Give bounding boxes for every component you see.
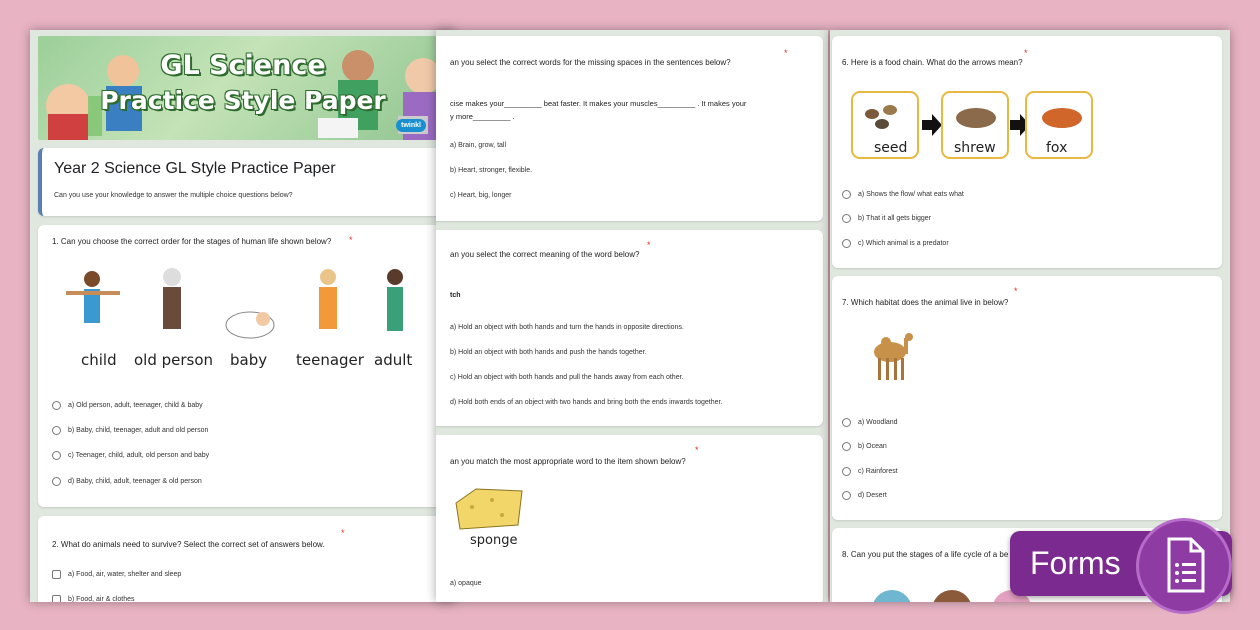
question-card-2 — [38, 516, 447, 602]
option-label: d) Desert — [858, 492, 887, 499]
question-text: an you select the correct words for the missing spaces in the sentences below? — [450, 58, 731, 67]
vocabulary-word: tch — [450, 292, 461, 299]
answer-option[interactable] — [52, 426, 208, 435]
option-label: c) Which animal is a predator — [858, 240, 949, 247]
question-text: 2. What do animals need to survive? Select the correct set of answers below. — [52, 540, 325, 549]
human-life-stages-image — [38, 265, 447, 365]
question-card-6 — [832, 36, 1222, 268]
option-label: a) Brain, grow, tall — [450, 142, 507, 149]
checkbox[interactable] — [52, 595, 61, 602]
answer-option[interactable] — [842, 239, 949, 248]
question-card-5 — [436, 435, 823, 602]
option-label: c) Teenager, child, adult, old person and baby — [68, 452, 210, 459]
answer-option[interactable] — [842, 190, 964, 199]
checkbox[interactable] — [52, 570, 61, 579]
food-chain-label: shrew — [954, 140, 996, 156]
option-label: c) Heart, big, longer — [450, 192, 512, 199]
life-stage-label: adult — [374, 351, 413, 369]
option-label: b) Food, air & clothes — [68, 596, 135, 602]
question-text: an you match the most appropriate word to the item shown below? — [450, 457, 686, 466]
camel-image — [860, 328, 920, 388]
form-page-middle — [436, 30, 828, 602]
question-card-1 — [38, 225, 447, 507]
option-label: a) Old person, adult, teenager, child & baby — [68, 402, 203, 409]
option-label: b) Hold an object with both hands and push the hands together. — [450, 349, 647, 356]
form-page-left — [30, 30, 455, 602]
option-label: a) opaque — [450, 580, 482, 587]
food-chain-label: seed — [874, 140, 908, 156]
answer-option[interactable] — [842, 491, 887, 500]
required-asterisk: * — [647, 240, 651, 250]
forms-label: Forms — [1030, 545, 1121, 581]
question-card-7 — [832, 276, 1222, 520]
life-stage-label: baby — [230, 351, 268, 369]
answer-option[interactable] — [450, 399, 722, 406]
radio-button[interactable] — [842, 190, 851, 199]
radio-button[interactable] — [842, 418, 851, 427]
item-label: sponge — [470, 533, 518, 548]
option-label: b) Ocean — [858, 443, 887, 450]
banner-title-line1: GL Science — [160, 50, 326, 81]
answer-option[interactable] — [450, 374, 683, 381]
option-label: b) Heart, stronger, flexible. — [450, 167, 533, 174]
question-card-3 — [436, 36, 823, 221]
sponge-image — [452, 485, 532, 535]
answer-option[interactable] — [450, 580, 482, 587]
option-label: d) Hold both ends of an object with two hands and bring both the ends inwards together. — [450, 399, 723, 406]
forms-icon — [1136, 518, 1232, 614]
required-asterisk: * — [695, 445, 699, 455]
required-asterisk: * — [1014, 286, 1018, 296]
answer-option[interactable] — [52, 477, 202, 486]
form-page-right — [830, 30, 1230, 602]
radio-button[interactable] — [52, 401, 61, 410]
question-text: an you select the correct meaning of the word below? — [450, 250, 640, 259]
question-text: 1. Can you choose the correct order for the stages of human life shown below? — [52, 237, 332, 246]
life-stage-label: child — [81, 351, 117, 369]
question-card-4 — [436, 230, 823, 426]
form-title: Year 2 Science GL Style Practice Paper — [54, 160, 336, 177]
answer-option[interactable] — [52, 451, 209, 460]
answer-option[interactable] — [450, 192, 511, 199]
option-label: b) That it all gets bigger — [858, 215, 932, 222]
food-chain-label: fox — [1046, 140, 1068, 156]
required-asterisk: * — [341, 528, 345, 538]
option-label: a) Woodland — [858, 419, 898, 426]
banner-title-line2: Practice Style Paper — [100, 86, 386, 115]
question-text: 8. Can you put the stages of a life cycle of a be — [842, 550, 1009, 559]
option-label: a) Shows the flow/ what eats what — [858, 191, 964, 198]
form-description: Can you use your knowledge to answer the multiple choice questions below? — [54, 192, 293, 199]
option-label: c) Hold an object with both hands and pull the hands away from each other. — [450, 374, 684, 381]
answer-option[interactable] — [450, 142, 506, 149]
option-label: d) Baby, child, adult, teenager & old person — [68, 478, 202, 485]
radio-button[interactable] — [52, 451, 61, 460]
life-stage-label: teenager — [296, 351, 364, 369]
option-label: b) Baby, child, teenager, adult and old person — [68, 427, 209, 434]
question-text: 6. Here is a food chain. What do the arrows mean? — [842, 58, 1023, 67]
option-label: a) Hold an object with both hands and turn the hands in opposite directions. — [450, 324, 684, 331]
sentence-line: y more_________ . — [450, 112, 515, 121]
answer-option[interactable] — [842, 418, 898, 427]
header-banner — [38, 36, 448, 140]
twinkl-logo: twinkl — [396, 119, 426, 132]
required-asterisk: * — [349, 235, 353, 245]
answer-option[interactable] — [450, 167, 532, 174]
radio-button[interactable] — [52, 477, 61, 486]
required-asterisk: * — [784, 48, 788, 58]
answer-option[interactable] — [842, 467, 898, 476]
option-label: c) Rainforest — [858, 468, 898, 475]
question-text: 7. Which habitat does the animal live in below? — [842, 298, 1009, 307]
radio-button[interactable] — [842, 491, 851, 500]
answer-option[interactable] — [52, 570, 181, 579]
required-asterisk: * — [1024, 48, 1028, 58]
answer-option[interactable] — [52, 401, 203, 410]
radio-button[interactable] — [842, 239, 851, 248]
life-stage-label: old person — [134, 351, 214, 369]
answer-option[interactable] — [52, 595, 135, 602]
answer-option[interactable] — [450, 349, 647, 356]
answer-option[interactable] — [450, 324, 684, 331]
form-header-card — [38, 148, 447, 216]
answer-option[interactable] — [842, 442, 887, 451]
radio-button[interactable] — [842, 442, 851, 451]
radio-button[interactable] — [52, 426, 61, 435]
radio-button[interactable] — [842, 214, 851, 223]
radio-button[interactable] — [842, 467, 851, 476]
answer-option[interactable] — [842, 214, 931, 223]
sentence-line: cise makes your_________ beat faster. It makes your muscles_________ . It makes your — [450, 99, 747, 108]
option-label: a) Food, air, water, shelter and sleep — [68, 571, 182, 578]
